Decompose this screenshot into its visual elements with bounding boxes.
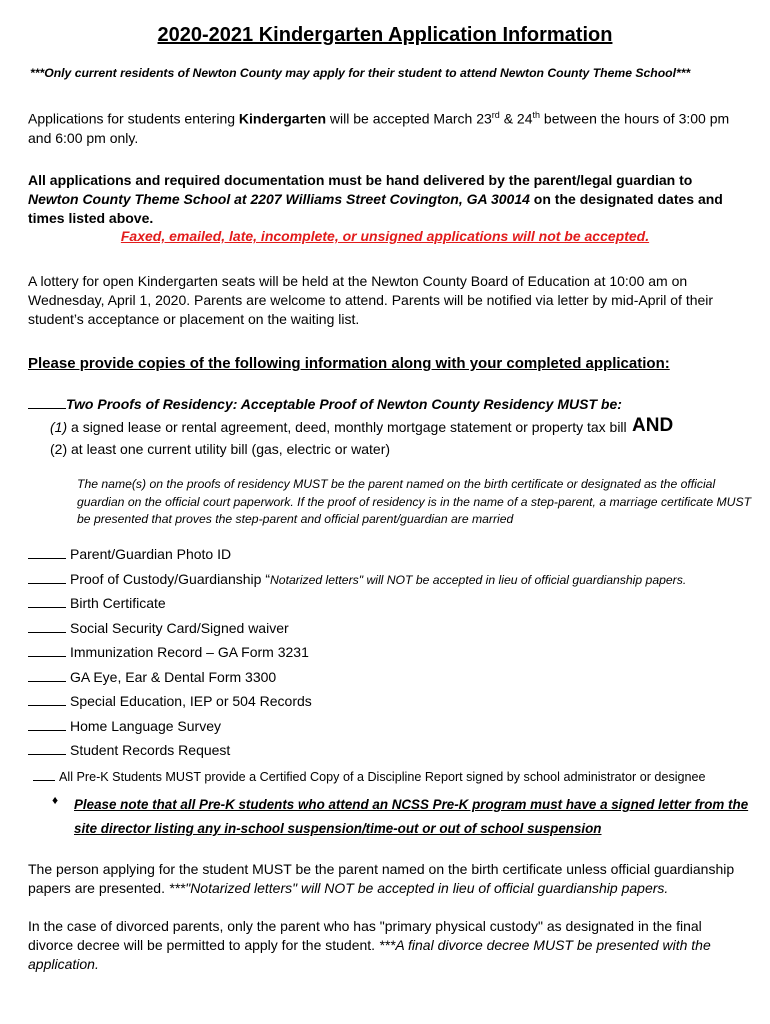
checklist-label: Proof of Custody/Guardianship “ [70,571,270,587]
residency-notice: ***Only current residents of Newton County may apply for their student to attend Newton County Theme School*** [30,66,691,80]
residency-title [28,395,622,412]
requirements-heading: Please provide copies of the following information along with your completed application: [28,355,670,372]
residency-title-text: Two Proofs of Residency: Acceptable Proof of Newton County Residency MUST be: [66,396,622,412]
checklist-label: GA Eye, Ear & Dental Form 3300 [70,669,277,685]
checklist-label: Social Security Card/Signed waiver [70,620,289,636]
checkbox-line[interactable] [33,767,55,781]
page-title: 2020-2021 Kindergarten Application Information [157,24,613,46]
prek-text: All Pre-K Students MUST provide a Certified Copy of a Discipline Report signed by school administrator or designee [59,770,706,784]
intro-text-mid: will be accepted March 23 [326,110,492,127]
checklist-label: Home Language Survey [70,718,221,734]
checklist-item [28,570,686,587]
intro-bold: Kindergarten [238,110,327,127]
checkbox-line[interactable] [28,594,66,608]
delivery-text: All applications and required documentation must be hand delivered by the parent/legal guardian to [28,172,693,188]
checklist-label: Special Education, IEP or 504 Records [70,693,312,709]
checklist-item [28,643,309,660]
diamond-bullet-icon: ♦ [52,793,59,807]
applicant-text: The person applying for the student MUST be the parent named on the birth certificate unless official guardianship papers are presented. [28,861,735,896]
checkbox-line[interactable] [28,741,66,755]
checklist-label: Parent/Guardian Photo ID [70,546,232,562]
residency-note: The name(s) on the proofs of residency MUST be the parent named on the birth certificate or designated as the official guardian on the official court paperwork. If the proof of residency is in the name of a step-parent, a marriage certificate MUST be presented that proves the step-parent and official parent/guardian are married [77,477,752,526]
prek-requirement [33,767,706,784]
item-text: a signed lease or rental agreement, deed, monthly mortgage statement or property tax bill [67,419,627,435]
delivery-address: Newton County Theme School at 2207 Williams Street Covington, GA 30014 [28,191,530,207]
checklist-label: Student Records Request [70,742,231,758]
and-label: AND [632,415,674,436]
checklist-item [28,668,276,685]
checkbox-line[interactable] [28,545,66,559]
checkbox-line[interactable] [28,643,66,657]
residency-item-1 [50,419,627,435]
delivery-paragraph [28,171,744,228]
checklist-label: Immunization Record – GA Form 3231 [70,644,309,660]
delivery-text-post: on the designated dates and times listed above. [28,191,723,226]
superscript: th [532,110,541,120]
residency-item-2: (2) at least one current utility bill (gas, electric or water) [50,441,391,457]
checklist-item [28,692,312,709]
intro-text-mid2: & 24 [499,110,533,127]
applicant-paragraph [28,860,744,898]
checklist-label: Birth Certificate [70,595,166,611]
warning-line: Faxed, emailed, late, incomplete, or unsigned applications will not be accepted. [120,228,650,244]
divorce-italic: ***A final divorce decree MUST be presented with the application. [28,937,711,972]
checkbox-line[interactable] [28,570,66,584]
intro-text-post: between the hours of 3:00 pm and 6:00 pm only. [28,110,730,146]
applicant-italic: ***"Notarized letters" will NOT be accepted in lieu of official guardianship papers. [168,880,669,896]
checklist-note: Notarized letters" will NOT be accepted in lieu of official guardianship papers. [270,573,687,587]
checkbox-line[interactable] [28,692,66,706]
superscript: rd [491,110,500,120]
checklist-item [28,545,231,562]
checkbox-line[interactable] [28,668,66,682]
divorce-paragraph [28,917,744,974]
intro-paragraph [28,106,744,148]
checklist-item [28,717,221,734]
checkbox-line[interactable] [28,619,66,633]
intro-text: Applications for students entering [28,110,239,127]
lottery-paragraph: A lottery for open Kindergarten seats will be held at the Newton County Board of Education at 10:00 am on Wednesday, April 1, 2020. Parents are welcome to attend. Parents will be notified via letter by mid-April of their student’s acceptance or placement on the waiting list. [28,273,714,327]
checkbox-line[interactable] [28,395,66,409]
prek-note: Please note that all Pre-K students who attend an NCSS Pre-K program must have a signed letter from the site director listing any in-school suspension/time-out or out of school suspension [74,797,749,836]
item-number: (1) [50,419,68,435]
divorce-text: In the case of divorced parents, only the parent who has "primary physical custody" as designated in the final divorce decree will be permitted to apply for the student. [28,918,702,953]
checklist-item [28,741,230,758]
checklist-item [28,619,289,636]
checkbox-line[interactable] [28,717,66,731]
checklist-item [28,594,166,611]
